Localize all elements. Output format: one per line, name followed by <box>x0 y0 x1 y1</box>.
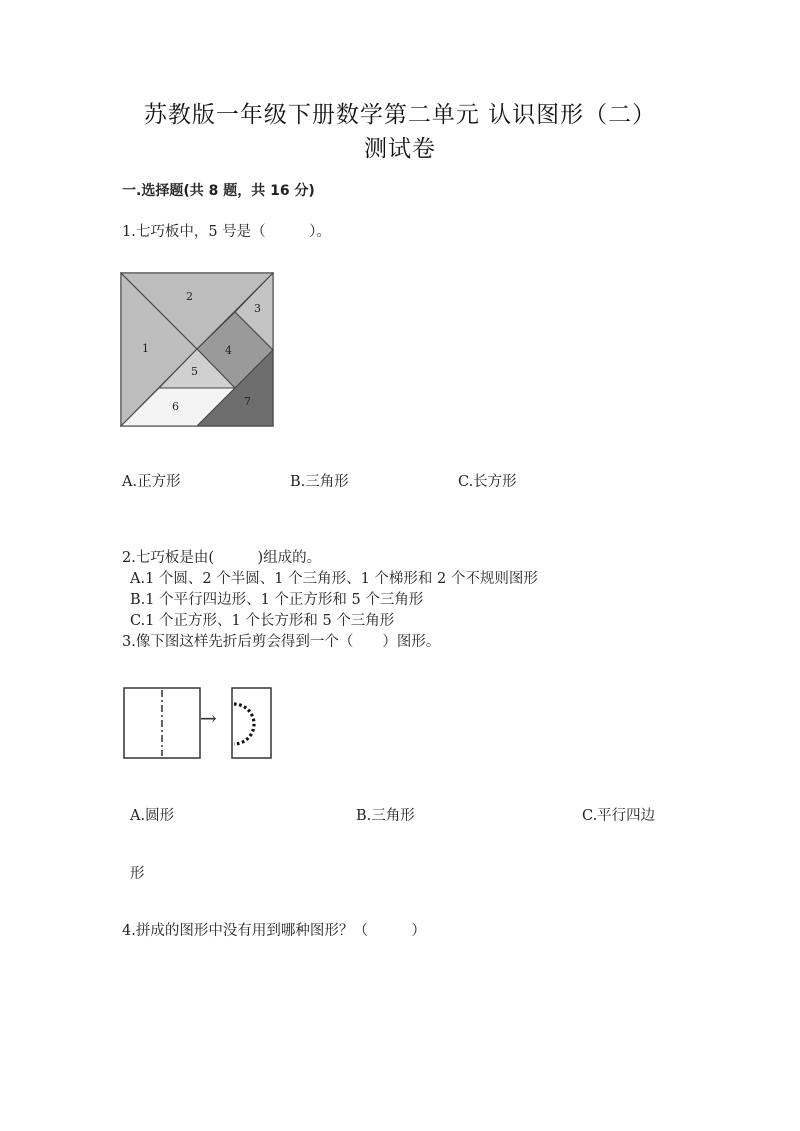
q3-option-b[interactable]: B.三角形 <box>356 808 415 824</box>
q3-option-c-wrap: 形 <box>130 866 145 882</box>
tangram-label-1: 1 <box>142 342 149 355</box>
question-4-stem: 4.拼成的图形中没有用到哪种图形？（ ） <box>122 923 426 939</box>
tangram-label-4: 4 <box>225 344 232 357</box>
question-3-stem: 3.像下图这样先折后剪会得到一个（ ）图形。 <box>122 634 441 650</box>
question-1-stem: 1.七巧板中，5 号是（ ）。 <box>122 224 331 240</box>
tangram-label-3: 3 <box>254 302 261 315</box>
section-heading: 一.选择题(共 8 题，共 16 分) <box>122 183 315 199</box>
tangram-label-2: 2 <box>186 290 193 303</box>
q2-option-b[interactable]: B.1 个平行四边形、1 个正方形和 5 个三角形 <box>130 592 424 608</box>
q2-option-a[interactable]: A.1 个圆、2 个半圆、1 个三角形、1 个梯形和 2 个不规则图形 <box>130 571 538 587</box>
question-2-stem: 2.七巧板是由( )组成的。 <box>122 550 322 566</box>
q1-option-c[interactable]: C.长方形 <box>458 474 517 490</box>
page-title: 苏教版一年级下册数学第二单元 认识图形（二） <box>143 102 657 128</box>
q1-option-b[interactable]: B.三角形 <box>290 474 349 490</box>
tangram-label-7: 7 <box>244 395 251 408</box>
q2-option-c[interactable]: C.1 个正方形、1 个长方形和 5 个三角形 <box>130 613 395 629</box>
tangram-figure <box>120 272 275 428</box>
q1-option-a[interactable]: A.正方形 <box>122 474 181 490</box>
q3-option-c[interactable]: C.平行四边 <box>582 808 656 824</box>
page-title-line2: 测试卷 <box>364 136 436 162</box>
tangram-label-5: 5 <box>191 365 198 378</box>
tangram-label-6: 6 <box>172 400 179 413</box>
folded-paper <box>232 688 271 758</box>
q3-option-a[interactable]: A.圆形 <box>130 808 175 824</box>
fold-cut-figure <box>123 686 275 760</box>
arrow-icon: → <box>200 706 217 730</box>
